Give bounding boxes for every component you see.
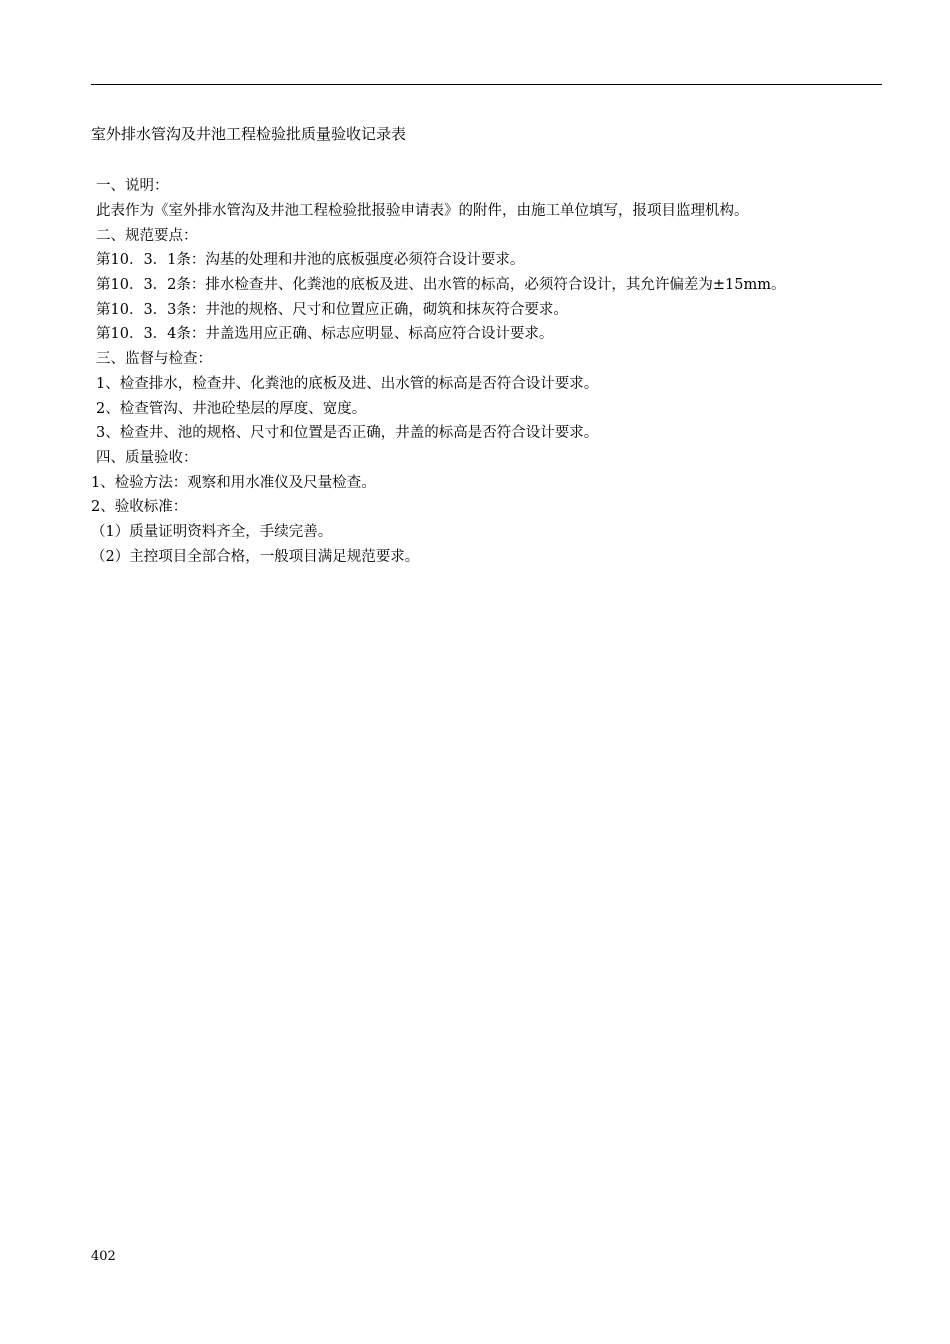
paragraph-line: 此表作为《室外排水管沟及井池工程检验批报验申请表》的附件，由施工单位填写，报项目监理机构。 (96, 203, 749, 219)
paragraph-line: 第10．3．2条：排水检查井、化粪池的底板及进、出水管的标高，必须符合设计，其允许偏差为±15mm。 (96, 277, 786, 293)
header-rule (91, 84, 882, 85)
paragraph-line: 1、检查排水，检查井、化粪池的底板及进、出水管的标高是否符合设计要求。 (96, 376, 599, 392)
paragraph-line: 3、检查井、池的规格、尺寸和位置是否正确，井盖的标高是否符合设计要求。 (96, 425, 599, 441)
paragraph-line: 第10．3．3条：井池的规格、尺寸和位置应正确，砌筑和抹灰符合要求。 (96, 302, 568, 318)
paragraph-line: 第10．3．1条：沟基的处理和井池的底板强度必须符合设计要求。 (96, 252, 525, 268)
section-heading-2: 二、规范要点： (96, 228, 198, 244)
paragraph-line: （1）质量证明资料齐全，手续完善。 (91, 524, 333, 540)
paragraph-line: 第10．3．4条：井盖选用应正确、标志应明显、标高应符合设计要求。 (96, 326, 554, 342)
document-title: 室外排水管沟及井池工程检验批质量验收记录表 (91, 125, 407, 143)
section-heading-1: 一、说明： (96, 178, 169, 194)
section-heading-3: 三、监督与检查： (96, 351, 212, 367)
paragraph-line: 1、检验方法：观察和用水准仪及尺量检查。 (91, 475, 376, 491)
paragraph-line: 2、检查管沟、井池砼垫层的厚度、宽度。 (96, 401, 367, 417)
paragraph-line: 2、验收标准： (91, 499, 188, 515)
page-number: 402 (91, 1249, 116, 1264)
section-heading-4: 四、质量验收： (96, 450, 198, 466)
paragraph-line: （2）主控项目全部合格，一般项目满足规范要求。 (91, 549, 420, 565)
